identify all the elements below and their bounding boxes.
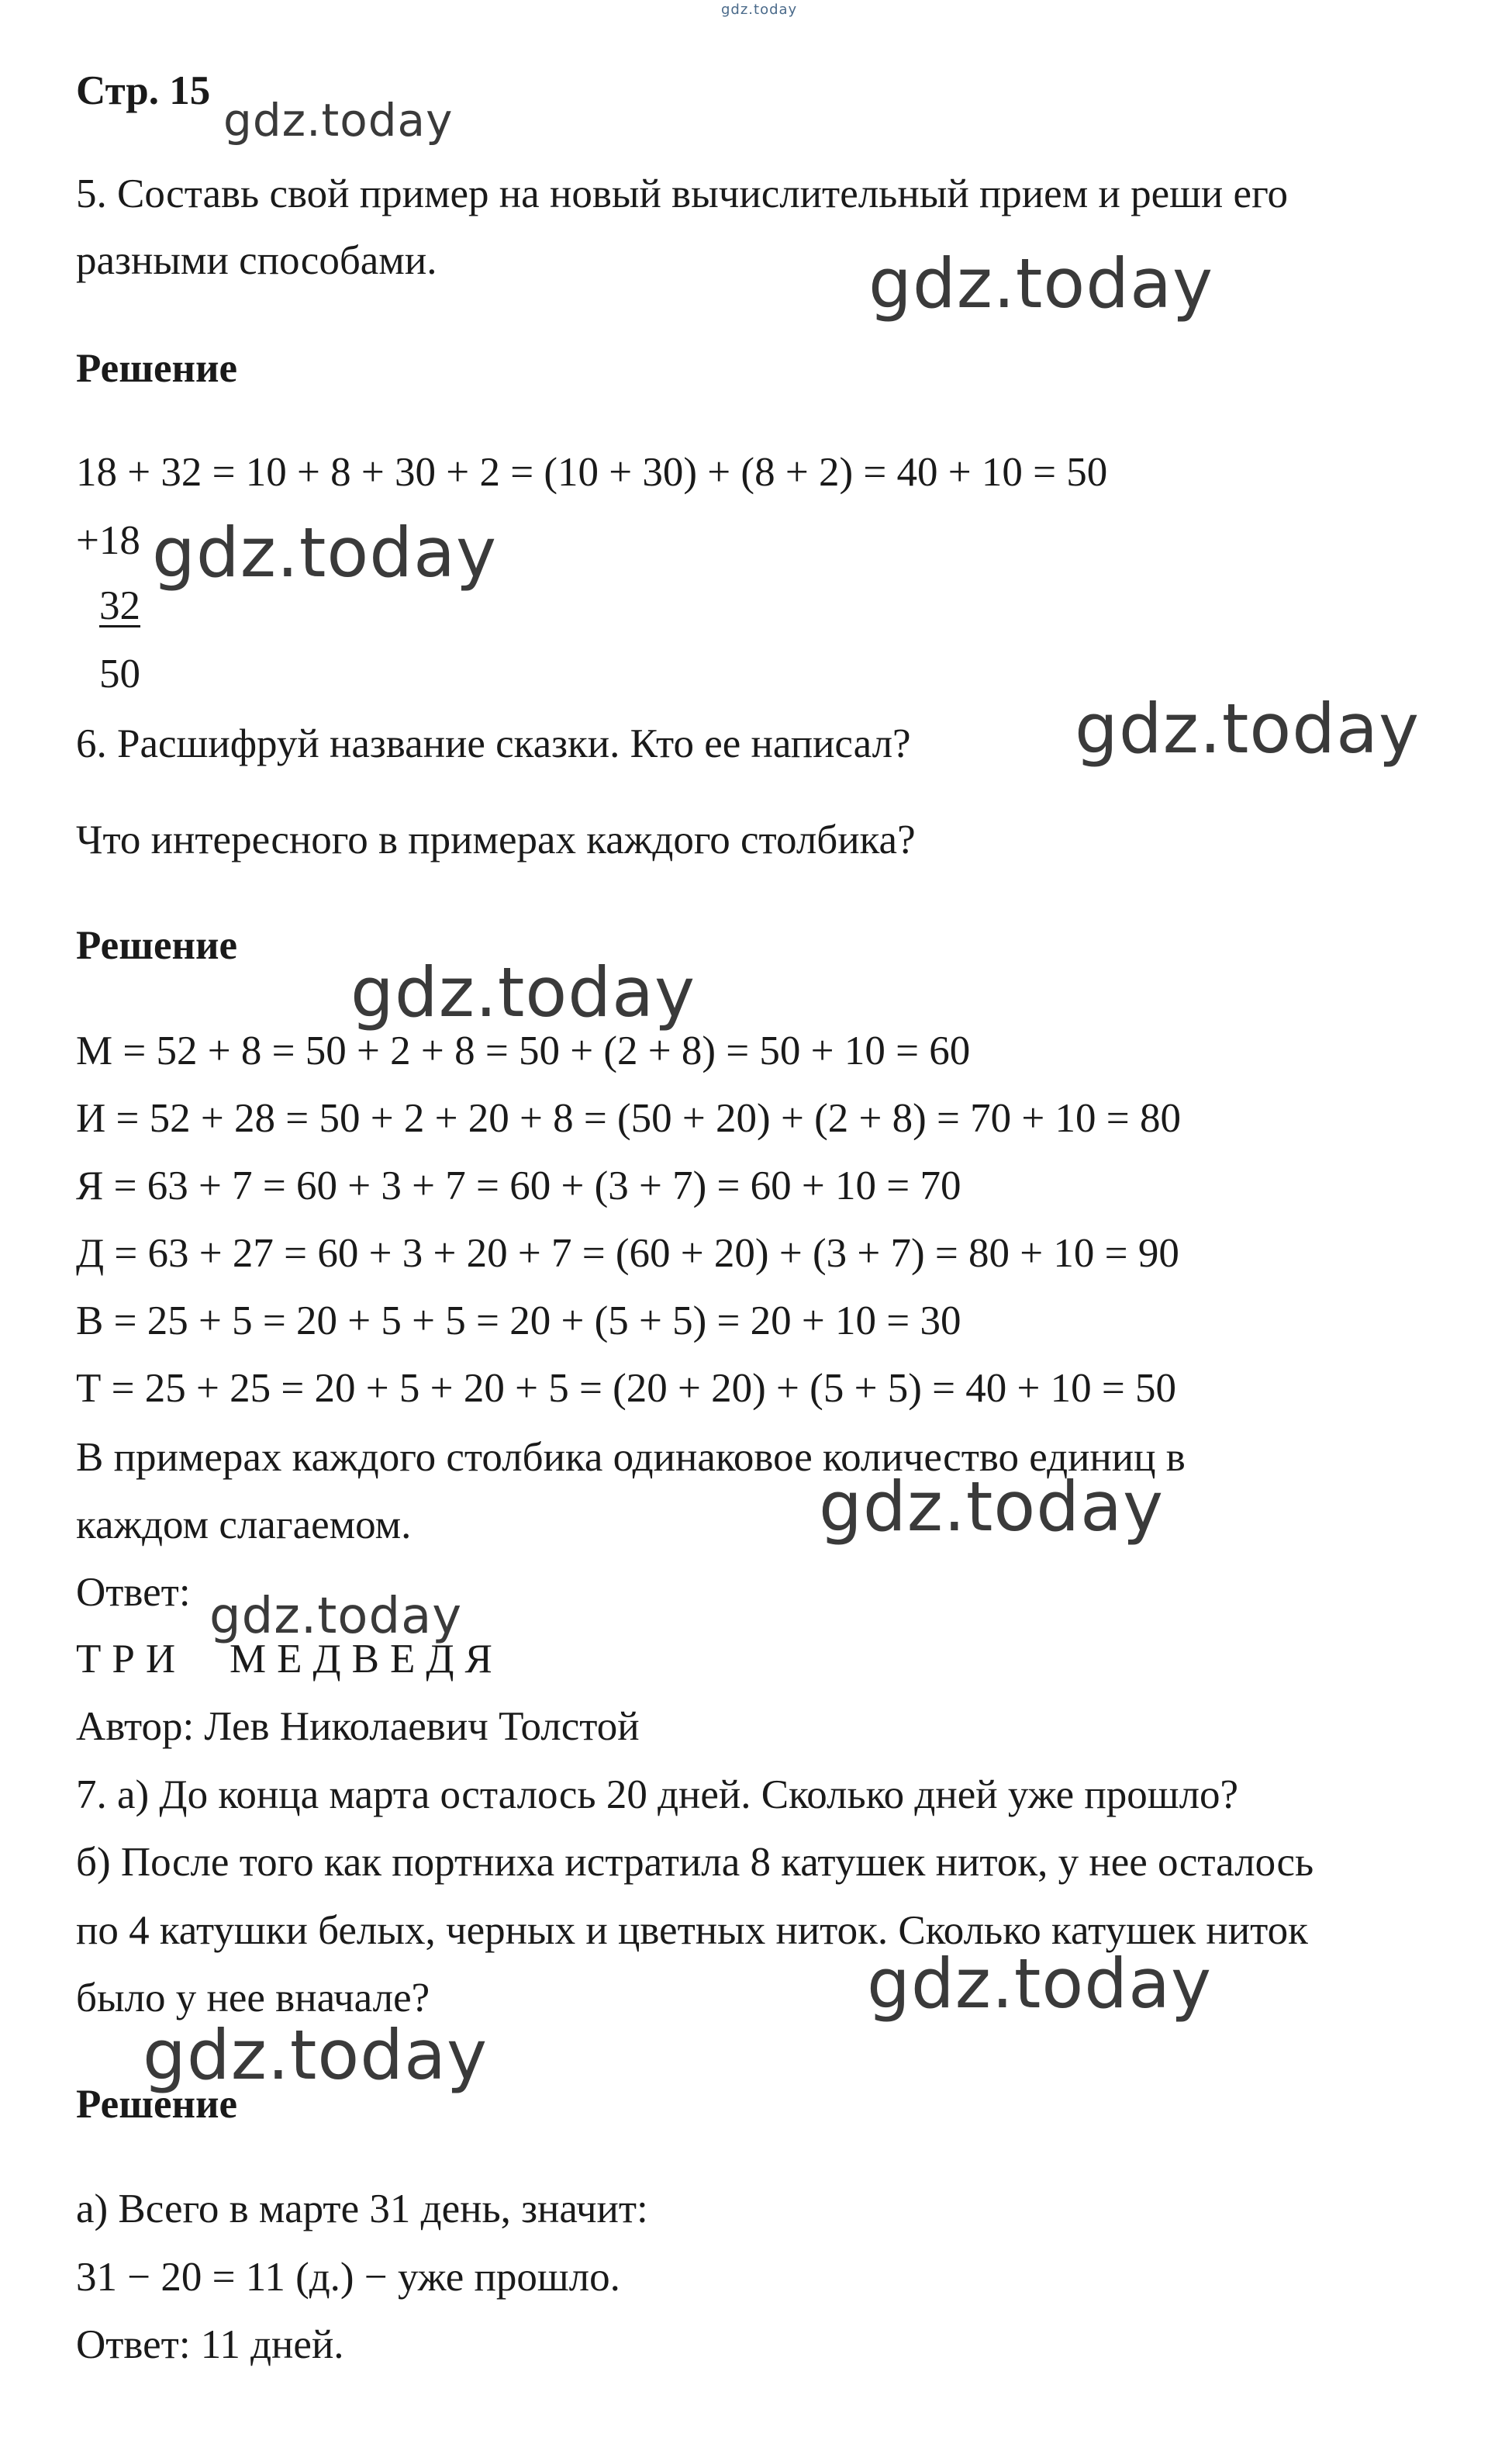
task7-line2: б) После того как портниха истратила 8 катушек ниток, у нее осталось: [76, 1840, 1314, 1885]
watermark-7: gdz.today: [209, 1588, 463, 1645]
task5-column-mid: 32: [99, 583, 140, 628]
task5-equation: 18 + 32 = 10 + 8 + 30 + 2 = (10 + 30) + (8 + 2) = 40 + 10 = 50: [76, 450, 1108, 495]
task6-equation-d: Д = 63 + 27 = 60 + 3 + 20 + 7 = (60 + 20) + (3 + 7) = 80 + 10 = 90: [76, 1231, 1179, 1276]
page-title: Стр. 15: [76, 68, 211, 113]
task5-column-top: +18: [76, 518, 140, 563]
watermark-5: gdz.today: [350, 952, 696, 1032]
task6-equation-ya: Я = 63 + 7 = 60 + 3 + 7 = 60 + (3 + 7) = 60 + 10 = 70: [76, 1163, 961, 1208]
task6-note-line1: В примерах каждого столбика одинаковое количество единиц в: [76, 1435, 1186, 1480]
task6-equation-m: М = 52 + 8 = 50 + 2 + 8 = 50 + (2 + 8) = 50 + 10 = 60: [76, 1028, 971, 1073]
task6-author: Автор: Лев Николаевич Толстой: [76, 1704, 640, 1749]
watermark-4: gdz.today: [1075, 689, 1421, 769]
task6-equation-v: В = 25 + 5 = 20 + 5 + 5 = 20 + (5 + 5) = 20 + 10 = 30: [76, 1298, 961, 1343]
task7-solution-heading: Решение: [76, 2082, 238, 2127]
watermark-1: gdz.today: [223, 94, 454, 147]
task5-line1: 5. Составь свой пример на новый вычислительный прием и реши его: [76, 171, 1288, 216]
task6-equation-i: И = 52 + 28 = 50 + 2 + 20 + 8 = (50 + 20) + (2 + 8) = 70 + 10 = 80: [76, 1096, 1181, 1141]
watermark-3: gdz.today: [152, 513, 498, 593]
task6-line1: 6. Расшифруй название сказки. Кто ее написал?: [76, 721, 911, 766]
task6-answer-label: Ответ:: [76, 1570, 191, 1615]
task7-line1: 7. а) До конца марта осталось 20 дней. Сколько дней уже прошло?: [76, 1772, 1239, 1817]
watermark-8: gdz.today: [867, 1944, 1213, 2024]
task5-column-result: 50: [99, 652, 140, 697]
task6-answer-word1: ТРИ: [76, 1637, 187, 1682]
watermark-2: gdz.today: [868, 244, 1214, 323]
task6-line2: Что интересного в примерах каждого столбика?: [76, 818, 916, 862]
watermark-9: gdz.today: [143, 2015, 488, 2095]
task6-note-line2: каждом слагаемом.: [76, 1502, 412, 1547]
task6-answer-word2: МЕДВЕДЯ: [230, 1637, 503, 1682]
task5-line2: разными способами.: [76, 238, 437, 283]
task7-line3: по 4 катушки белых, черных и цветных ниток. Сколько катушек ниток: [76, 1908, 1308, 1953]
task7-answer: Ответ: 11 дней.: [76, 2322, 344, 2367]
task6-solution-heading: Решение: [76, 923, 238, 968]
task6-equation-t: Т = 25 + 25 = 20 + 5 + 20 + 5 = (20 + 20) + (5 + 5) = 40 + 10 = 50: [76, 1366, 1177, 1411]
header-watermark: gdz.today: [721, 2, 798, 18]
watermark-6: gdz.today: [819, 1467, 1165, 1547]
task7-solution-line2: 31 − 20 = 11 (д.) − уже прошло.: [76, 2255, 620, 2300]
task7-line4: было у нее вначале?: [76, 1976, 430, 2020]
task5-solution-heading: Решение: [76, 346, 238, 391]
task7-solution-line1: а) Всего в марте 31 день, значит:: [76, 2186, 648, 2231]
